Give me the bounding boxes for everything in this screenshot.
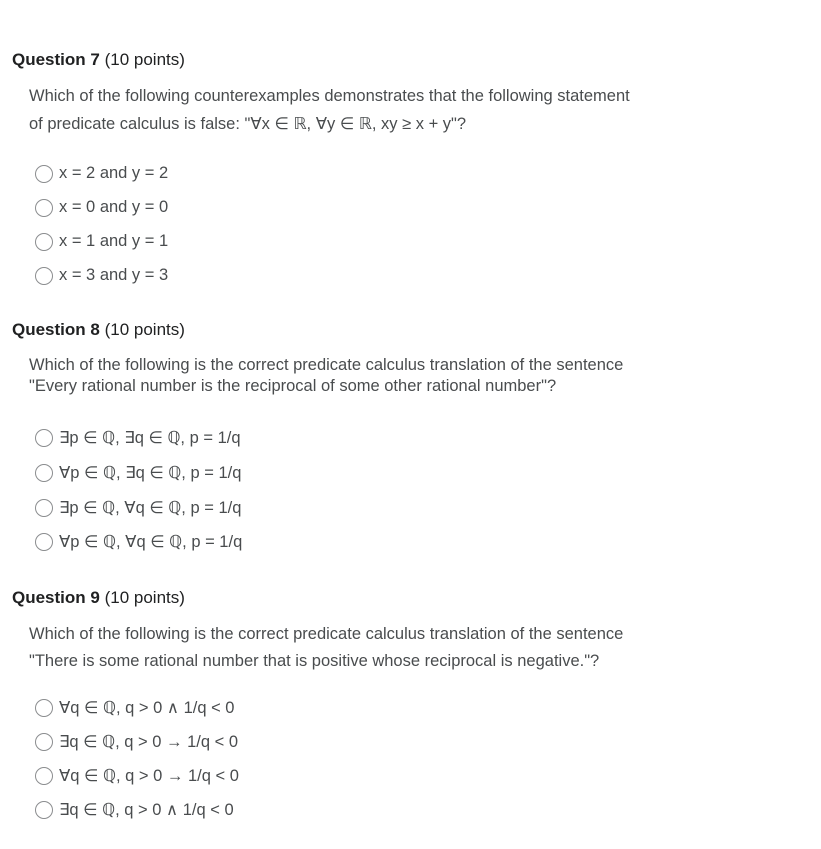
radio-button[interactable] [35,533,53,551]
question-title [12,588,185,608]
answer-option[interactable] [35,532,242,552]
radio-button[interactable] [35,699,53,717]
answer-option[interactable] [35,164,168,183]
option-label: x = 1 and y = 1 [59,232,169,250]
question-name: Question 8 [12,320,100,339]
radio-button[interactable] [35,801,53,819]
radio-button[interactable] [35,733,53,751]
answer-option[interactable] [35,266,168,285]
answer-option[interactable] [35,428,241,448]
option-label: ∀p ∈ ℚ, ∃q ∈ ℚ, p = 1/q [59,464,242,482]
answer-option[interactable] [35,800,234,820]
question-points: (10 points) [104,50,185,69]
radio-button[interactable] [35,199,53,217]
option-label: x = 3 and y = 3 [59,266,169,284]
radio-button[interactable] [35,165,53,183]
answer-option[interactable] [35,766,239,786]
question-text-line: Which of the following is the correct predicate calculus translation of the sentence [29,356,624,374]
answer-option[interactable] [35,698,234,718]
option-label: ∀p ∈ ℚ, ∀q ∈ ℚ, p = 1/q [59,533,243,551]
question-text-line: Which of the following counterexamples demonstrates that the following statement [29,87,630,105]
question-name: Question 7 [12,50,100,69]
question-text-line: Which of the following is the correct predicate calculus translation of the sentence [29,625,624,643]
radio-button[interactable] [35,267,53,285]
answer-option[interactable] [35,198,168,217]
question-text-line: "Every rational number is the reciprocal of some other rational number"? [29,377,557,395]
option-label: ∃p ∈ ℚ, ∀q ∈ ℚ, p = 1/q [59,499,242,517]
question-points: (10 points) [104,320,185,339]
question-title [12,320,185,340]
radio-button[interactable] [35,429,53,447]
radio-button[interactable] [35,464,53,482]
answer-option[interactable] [35,463,241,483]
option-label: ∀q ∈ ℚ, q > 0 ∧ 1/q < 0 [59,699,235,717]
question-points: (10 points) [104,588,185,607]
radio-button[interactable] [35,499,53,517]
option-label: ∀q ∈ ℚ, q > 0 → 1/q < 0 [59,767,239,785]
option-label: x = 0 and y = 0 [59,198,169,216]
answer-option[interactable] [35,732,238,752]
question-title [12,50,185,70]
radio-button[interactable] [35,767,53,785]
option-label: x = 2 and y = 2 [59,164,169,182]
answer-option[interactable] [35,232,168,251]
answer-option[interactable] [35,498,241,518]
option-label: ∃p ∈ ℚ, ∃q ∈ ℚ, p = 1/q [59,429,241,447]
question-text-line: of predicate calculus is false: "∀x ∈ ℝ, ∀y ∈ ℝ, xy ≥ x + y"? [29,115,467,133]
option-label: ∃q ∈ ℚ, q > 0 → 1/q < 0 [59,733,239,751]
question-name: Question 9 [12,588,100,607]
question-text-line: "There is some rational number that is positive whose reciprocal is negative."? [29,652,600,670]
option-label: ∃q ∈ ℚ, q > 0 ∧ 1/q < 0 [59,801,234,819]
radio-button[interactable] [35,233,53,251]
